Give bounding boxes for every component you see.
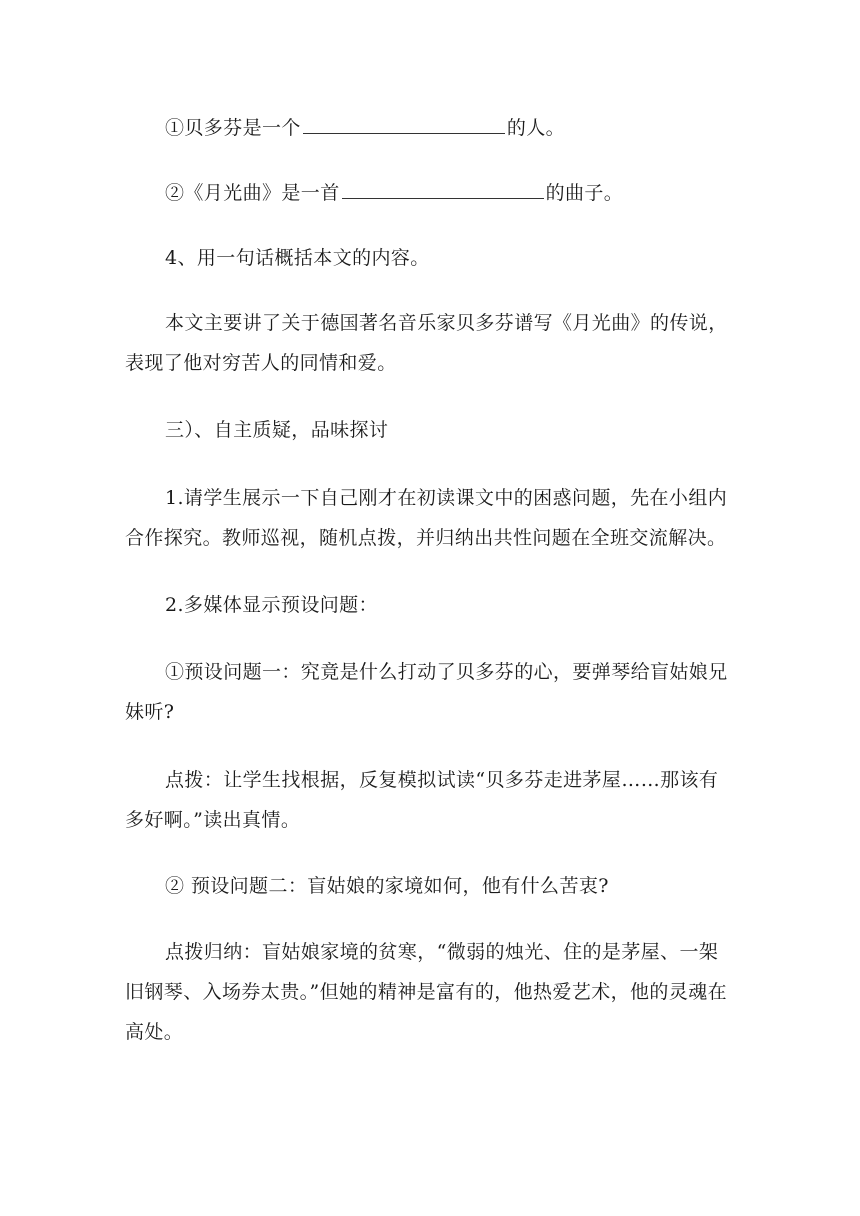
answer-blank-line bbox=[342, 178, 544, 199]
step-1-paragraph: 1.请学生展示一下自己刚才在初读课文中的困惑问题，先在小组内合作探究。教师巡视，随机点拨，并归纳出共性问题在全班交流解决。 bbox=[125, 487, 728, 549]
guidance-1: 点拨：让学生找根据，反复模拟试读“贝多芬走进茅屋……那该有多好啊。”读出真情。 bbox=[125, 769, 719, 831]
step-2-paragraph: 2.多媒体显示预设问题： bbox=[165, 594, 378, 616]
preset-question-2: ② 预设问题二：盲姑娘的家境如何，他有什么苦衷? bbox=[165, 875, 609, 897]
fill-blank-prefix: ②《月光曲》是一首 bbox=[165, 182, 340, 204]
fill-blank-prefix: ①贝多芬是一个 bbox=[165, 117, 301, 139]
fill-blank-item-1 bbox=[125, 108, 735, 148]
answer-blank-line bbox=[303, 113, 505, 134]
question-4: 4、用一句话概括本文的内容。 bbox=[165, 247, 430, 269]
preset-question-1: ①预设问题一：究竟是什么打动了贝多芬的心，要弹琴给盲姑娘兄妹听? bbox=[125, 661, 728, 723]
fill-blank-item-2 bbox=[125, 173, 735, 213]
section-heading: 三）、自主质疑，品味探讨 bbox=[165, 419, 389, 441]
fill-blank-suffix: 的曲子。 bbox=[545, 182, 624, 204]
fill-blank-suffix: 的人。 bbox=[506, 117, 566, 139]
summary-answer: 本文主要讲了关于德国著名音乐家贝多芬谱写《月光曲》的传说，表现了他对穷苦人的同情和爱。 bbox=[125, 312, 728, 374]
guidance-2: 点拨归纳：盲姑娘家境的贫寒，“微弱的烛光、住的是茅屋、一架旧钢琴、入场券太贵。”但她的精神是富有的，他热爱艺术，他的灵魂在高处。 bbox=[125, 941, 728, 1043]
